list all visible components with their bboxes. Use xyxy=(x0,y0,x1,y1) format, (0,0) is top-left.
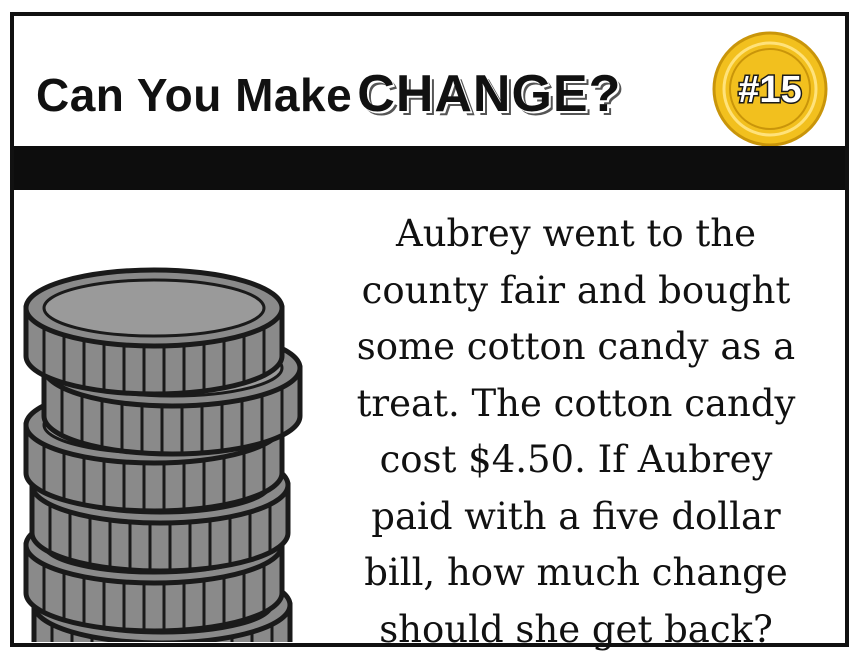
problem-line: bill, how much change xyxy=(364,551,788,594)
header-band xyxy=(14,146,845,190)
problem-line: some cotton candy as a xyxy=(356,325,796,368)
problem-line: paid with a five dollar xyxy=(371,494,781,538)
coin-shape xyxy=(26,270,282,394)
card-header xyxy=(14,16,845,146)
number-badge xyxy=(711,30,829,148)
task-card xyxy=(10,12,849,651)
page-title xyxy=(36,64,621,124)
problem-line: treat. The cotton candy xyxy=(356,381,796,425)
problem-line: cost $4.50. If Aubrey xyxy=(379,438,773,481)
word-problem xyxy=(310,206,842,658)
problem-line: should she get back? xyxy=(379,607,773,651)
title-lead: Can You Make xyxy=(36,69,353,121)
coin-stack-icon xyxy=(14,202,314,642)
problem-line: Aubrey went to the xyxy=(395,212,756,255)
badge-number: #15 xyxy=(738,69,802,111)
problem-line: county fair and bought xyxy=(361,268,791,312)
title-accent: CHANGE? xyxy=(357,65,622,123)
